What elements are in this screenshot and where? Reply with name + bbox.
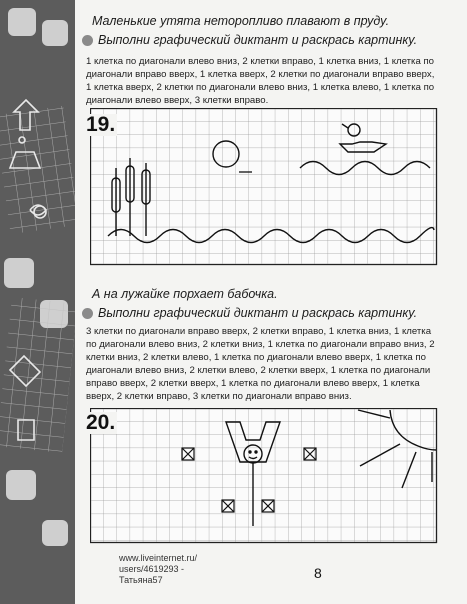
exercise-19-title: Маленькие утята неторопливо плавают в пруду.: [92, 14, 390, 28]
footer-url-line-2: users/4619293 -: [119, 564, 185, 574]
exercise-20-instruction-text: Выполни графический диктант и раскрась картинку.: [98, 306, 418, 320]
sidebar-pattern: [0, 0, 75, 604]
exercise-19-number: 19.: [86, 113, 116, 136]
page-number: 8: [314, 565, 322, 581]
exercise-20-dictation: 3 клетки по диагонали вправо вверх, 2 клетки вправо, 1 клетка вниз, 1 клетка по диагонали влево вниз, 2 клетки вниз, 1 клетка по диагонали вправо вниз, 2 клетки вниз, 2 клетки влево, 1 клетка по диагонали влево вверх, 1 клетка по диагонали влево вниз, 2 клетки влево, 2 клетки вверх, 1 клетка по диагонали вправо вверх, 2 клетки вверх, 1 клетка по диагонали влево вверх, 1 клетка вверх, 2 клетки вправо, 3 клетки по диагонали вправо вниз.: [86, 326, 435, 403]
decorative-sidebar: [0, 0, 75, 604]
exercise-19-grid: [90, 108, 438, 266]
bullet-icon: [82, 308, 93, 319]
footer-source: [119, 553, 197, 586]
exercise-19-instruction-text: Выполни графический диктант и раскрась картинку.: [98, 33, 418, 47]
worksheet-content: [82, 0, 462, 604]
footer-url-line-1[interactable]: www.liveinternet.ru/: [119, 553, 198, 563]
exercise-20-title: А на лужайке порхает бабочка.: [92, 287, 278, 301]
bullet-icon: [82, 35, 93, 46]
exercise-20-instruction: [82, 306, 417, 320]
exercise-20-number: 20.: [86, 411, 116, 434]
exercise-20-grid: [90, 408, 438, 544]
exercise-19-dictation: 1 клетка по диагонали влево вниз, 2 клетки вправо, 1 клетка вниз, 1 клетка по диагонали вправо вверх, 1 клетка вверх, 2 клетки по диагонали вправо вверх, 1 клетка вверх, 2 клетки по диагонали влево вниз, 1 клетка влево, 1 клетка по диагонали влево вверх, 3 клетки вправо.: [86, 56, 435, 107]
exercise-19-instruction: [82, 33, 417, 47]
footer-url-line-3: Татьяна57: [119, 575, 163, 585]
